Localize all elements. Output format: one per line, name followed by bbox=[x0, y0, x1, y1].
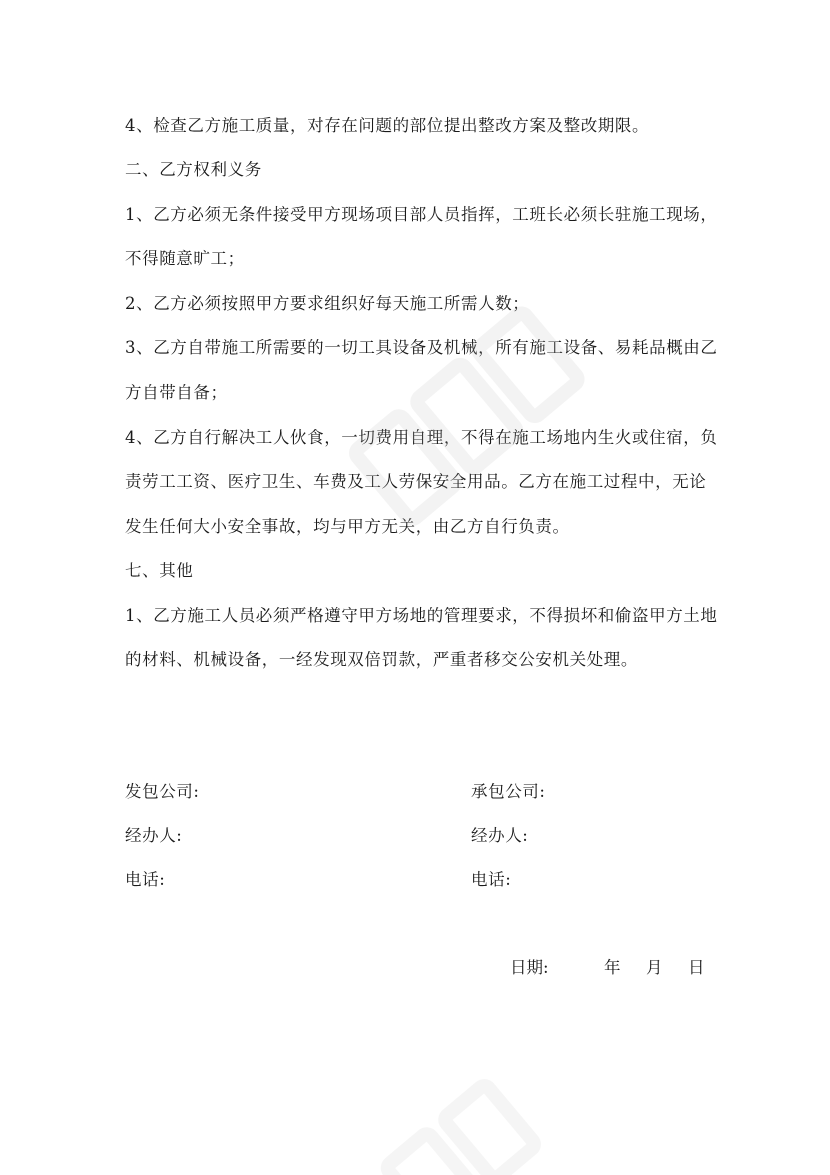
clause-1-line-1: 1、乙方必须无条件接受甲方现场项目部人员指挥，工班长必须长驻施工现场， bbox=[125, 205, 718, 224]
date-month-label: 月 bbox=[646, 958, 663, 977]
client-agent-label: 经办人: bbox=[125, 826, 183, 845]
clause-3-line-2: 方自带自备； bbox=[125, 383, 228, 402]
other-clause-1-line-1: 1、乙方施工人员必须严格遵守甲方场地的管理要求，不得损坏和偷盗甲方土地 bbox=[125, 606, 718, 625]
contractor-phone-label: 电话: bbox=[471, 870, 512, 889]
section-heading-other: 七、其他 bbox=[125, 561, 194, 580]
clause-inspect-quality: 4、检查乙方施工质量，对存在问题的部位提出整改方案及整改期限。 bbox=[125, 116, 650, 135]
clause-4-line-1: 4、乙方自行解决工人伙食，一切费用自理，不得在施工场地内生火或住宿，负 bbox=[125, 428, 718, 447]
clause-1-line-2: 不得随意旷工； bbox=[125, 249, 245, 268]
other-clause-1-line-2: 的材料、机械设备，一经发现双倍罚款，严重者移交公安机关处理。 bbox=[125, 650, 638, 669]
date-year-label: 年 bbox=[604, 958, 621, 977]
client-phone-label: 电话: bbox=[125, 870, 166, 889]
clause-3-line-1: 3、乙方自带施工所需要的一切工具设备及机械，所有施工设备、易耗品概由乙 bbox=[125, 338, 718, 357]
clause-4-line-2: 责劳工工资、医疗卫生、车费及工人劳保安全用品。乙方在施工过程中，无论 bbox=[125, 472, 707, 491]
clause-4-line-3: 发生任何大小安全事故，均与甲方无关，由乙方自行负责。 bbox=[125, 517, 570, 536]
clause-2: 2、乙方必须按照甲方要求组织好每天施工所需人数； bbox=[125, 294, 530, 313]
date-day-label: 日 bbox=[688, 958, 705, 977]
date-label: 日期: bbox=[510, 958, 549, 977]
client-company-label: 发包公司: bbox=[125, 782, 200, 801]
section-heading-party-b: 二、乙方权利义务 bbox=[125, 160, 262, 179]
contractor-agent-label: 经办人: bbox=[471, 826, 529, 845]
contractor-company-label: 承包公司: bbox=[471, 782, 546, 801]
